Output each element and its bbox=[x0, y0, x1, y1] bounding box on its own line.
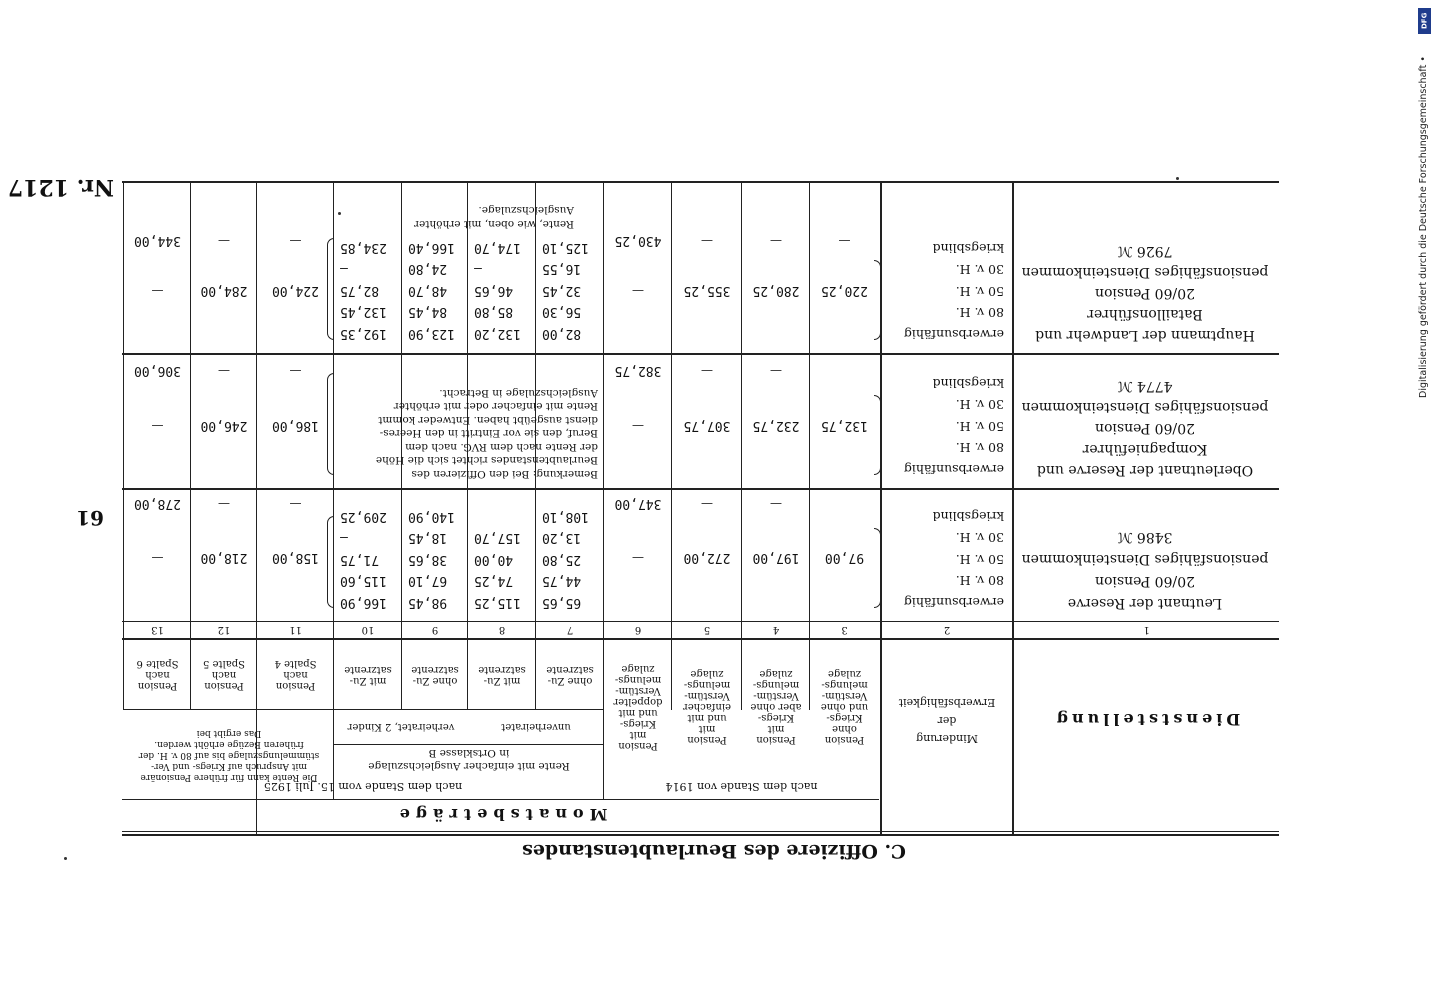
row1-erwerbs-4: kriegsblind bbox=[932, 508, 1004, 524]
header-stand-1914: nach dem Stande von 1914 bbox=[665, 780, 818, 794]
row3-col5: 355,25 bbox=[683, 283, 731, 299]
row1-col10 bbox=[340, 505, 402, 613]
row3-col10-v3: — bbox=[340, 261, 348, 277]
row3-col10-v4: 234,85 bbox=[340, 239, 387, 255]
row3-col7-v1: 56,30 bbox=[542, 304, 582, 320]
colnum-4: 4 bbox=[772, 624, 780, 636]
row2-erwerbs-2: 50 v. H. bbox=[955, 418, 1004, 434]
header-col-4: Pension mit Kriegs- aber ohne Verstüm- melungs- zulage bbox=[750, 668, 802, 746]
row3-erwerbs-3: 30 v. H. bbox=[955, 262, 1004, 278]
row1-dash-col11: — bbox=[289, 497, 302, 512]
colnum-12: 12 bbox=[217, 624, 231, 636]
row1-col8-v2: 40,00 bbox=[474, 551, 514, 567]
colnum-5: 5 bbox=[703, 624, 711, 636]
header-verheiratet: verheiratet, 2 Kinder bbox=[347, 721, 455, 733]
row2-erwerbs-4: kriegsblind bbox=[932, 375, 1004, 391]
digitization-note bbox=[1417, 8, 1431, 408]
colnum-11: 11 bbox=[289, 624, 302, 636]
row1-col9-v0: 98,45 bbox=[408, 595, 448, 610]
row1-col7-v4: 108,10 bbox=[542, 508, 589, 524]
colnum-8: 8 bbox=[498, 624, 506, 636]
row2-col12: 246,00 bbox=[200, 418, 248, 434]
row3-col3: 220,25 bbox=[821, 283, 868, 299]
row1-col11: 158,00 bbox=[272, 550, 319, 566]
section-title: C. Offiziere des Beurlaubtenstandes bbox=[522, 840, 906, 862]
row1-dash-col5: — bbox=[701, 497, 713, 512]
row2-dash-col4: — bbox=[770, 364, 782, 379]
header-dienststellung: Dienststellung bbox=[1052, 710, 1241, 730]
header-col-5: Pension mit und mit einfacher Verstüm- melungs- zulage bbox=[683, 668, 731, 746]
row2-erwerbs-0: erwerbsunfähig bbox=[903, 462, 1004, 477]
row1-col10-v2: 71,75 bbox=[340, 551, 380, 567]
row1-erwerbs-2: 50 v. H. bbox=[955, 551, 1004, 567]
row2-col4: 232,75 bbox=[752, 418, 800, 434]
header-col-10: mit Zu- satzrente bbox=[344, 664, 392, 686]
row2-erwerbs-1: 80 v. H. bbox=[955, 440, 1004, 456]
digitization-note-text: Digitalisierung gefördert durch die Deutsche Forschungsgemeinschaft • bbox=[1418, 56, 1429, 398]
row3-col11: 224,00 bbox=[272, 283, 319, 299]
row2-col3: 132,75 bbox=[821, 418, 868, 434]
row3-dash-col11: — bbox=[289, 234, 302, 249]
row1-erwerbs-0: erwerbsunfähig bbox=[903, 595, 1004, 610]
row1-col9-v4: 140,90 bbox=[408, 508, 455, 524]
header-col-6: Pension mit Kriegs- und mit doppelter Verstüm- melungs- zulage bbox=[613, 663, 663, 751]
row2-col6: 382,75 bbox=[614, 363, 662, 379]
header-col-11: Pension nach Spalte 4 bbox=[274, 658, 317, 692]
row1-col10-v0: 166,90 bbox=[340, 595, 387, 610]
header-spalte-note: Die Rente kann für frühere Pensionäre mit Anspruch auf Kriegs- und Ver- stümmelungszulage bis auf 80 v. H. der früheren Bezüge erhöht werden. Das ergibt bei bbox=[138, 728, 320, 783]
table-bottom-rule bbox=[122, 181, 1279, 183]
table-top-rule bbox=[122, 834, 1279, 836]
row3-col8-v4: 174,70 bbox=[474, 239, 521, 255]
row1-col8-v0: 115,25 bbox=[474, 595, 521, 610]
row1-col9-v2: 38,65 bbox=[408, 551, 448, 567]
row3-dash-col5: — bbox=[701, 234, 713, 249]
row3-col9-v1: 84,45 bbox=[408, 304, 448, 320]
table-top-rule-2 bbox=[122, 831, 1279, 832]
row2-dash-col12: — bbox=[218, 364, 230, 379]
row2-remark: Bemerkung: Bei den Offizieren des Beurlaubtenstandes richtet sich die Höhe der Rente nach dem RVG. nach dem Beruf, den sie vor Eintritt in den Heeres- dienst ausgeübt haben. Entweder kommt Rente mit einfacher oder mit erhöhter Ausgleichszulage in Betracht. bbox=[375, 387, 598, 480]
row1-dash-col12: — bbox=[218, 497, 230, 512]
row3-col9-v2: 48,70 bbox=[408, 282, 448, 298]
row1-col3: 97,00 bbox=[824, 550, 865, 566]
row3-col6: 430,25 bbox=[614, 233, 662, 249]
row3-dash-col13: — bbox=[151, 284, 164, 299]
row2-brace-left bbox=[874, 395, 881, 475]
row3-col10-v2: 82,75 bbox=[340, 282, 380, 298]
header-col-9: ohne Zu- satzrente bbox=[411, 664, 459, 686]
row3-dash-col3: — bbox=[838, 234, 851, 249]
colnum-9: 9 bbox=[431, 624, 439, 636]
colnum-13: 13 bbox=[151, 624, 164, 636]
scan-speck bbox=[338, 212, 341, 215]
dfg-logo-badge: DFG bbox=[1418, 8, 1431, 34]
row1-col7 bbox=[542, 505, 604, 613]
row1-col7-v2: 25,80 bbox=[542, 551, 582, 567]
row3-erwerbs-1: 80 v. H. bbox=[955, 305, 1004, 321]
row2-col13: 306,00 bbox=[134, 363, 181, 379]
row3-col10 bbox=[340, 236, 402, 344]
row1-col9 bbox=[408, 505, 468, 613]
row1-dash-col13: — bbox=[151, 551, 164, 566]
row3-col7-v4: 125,10 bbox=[542, 239, 589, 255]
row3-remark: Rente, wie oben, mit erhöhter Ausgleichszulage. bbox=[414, 204, 574, 230]
row3-label: Hauptmann der Landwehr und Bataillonsführer 20/60 Pension pensionsfähiges Diensteinkommen 7926 ℳ bbox=[1021, 243, 1269, 343]
row3-col7-v0: 82,00 bbox=[542, 326, 582, 341]
row3-col10-v0: 192,35 bbox=[340, 326, 387, 341]
row2-erwerbs-labels bbox=[884, 360, 1004, 480]
row1-erwerbs-3: 30 v. H. bbox=[955, 530, 1004, 546]
row3-col7-v2: 32,45 bbox=[542, 282, 582, 298]
row2-col5: 307,75 bbox=[683, 418, 731, 434]
row3-col7-v3: 16,55 bbox=[542, 261, 582, 277]
row2-dash-col13: — bbox=[151, 419, 164, 434]
row3-col9-v4: 166,40 bbox=[408, 239, 455, 255]
row3-col7 bbox=[542, 236, 604, 344]
header-col-13: Pension nach Spalte 6 bbox=[136, 658, 179, 692]
header-col-12: Pension nach Spalte 5 bbox=[203, 658, 245, 692]
row3-erwerbs-2: 50 v. H. bbox=[955, 283, 1004, 299]
row3-dash-col4: — bbox=[770, 234, 782, 249]
row3-dash-col12: — bbox=[218, 234, 230, 249]
row1-col4: 197,00 bbox=[752, 550, 800, 566]
colnum-1: 1 bbox=[1143, 624, 1150, 636]
row1-col10-v3: — bbox=[340, 530, 348, 546]
row1-col10-v1: 115,60 bbox=[340, 573, 387, 589]
header-monatsbetraege: Monatsbeträge bbox=[393, 805, 608, 825]
row3-col9-v0: 123,90 bbox=[408, 326, 455, 341]
row2-dash-col11: — bbox=[289, 364, 302, 379]
header-col-7: ohne Zu- satzrente bbox=[546, 664, 594, 686]
row1-brace-left bbox=[874, 528, 881, 608]
header-unverheiratet: unverheiratet bbox=[501, 721, 571, 733]
row2-dash-col5: — bbox=[701, 364, 713, 379]
row1-col9-v1: 67,10 bbox=[408, 573, 448, 589]
row3-col4: 280,25 bbox=[752, 283, 800, 299]
row-sep-row1 bbox=[122, 488, 1279, 490]
row3-erwerbs-4: kriegsblind bbox=[932, 240, 1004, 256]
row1-dash-col6: — bbox=[632, 551, 644, 566]
row1-col8-v1: 74,25 bbox=[474, 573, 514, 589]
row1-col8 bbox=[474, 527, 536, 613]
row1-col7-v3: 13,20 bbox=[542, 530, 582, 546]
header-stand-1925: nach dem Stande vom 15. Juli 1925 bbox=[263, 780, 463, 794]
row1-col12: 218,00 bbox=[200, 550, 248, 566]
header-col-3: Pension ohne Kriegs- und ohne Verstüm- melungs- zulage bbox=[820, 668, 869, 746]
row1-erwerbs-1: 80 v. H. bbox=[955, 573, 1004, 589]
row3-col8-v3: — bbox=[474, 261, 482, 277]
row1-col5: 272,00 bbox=[683, 550, 731, 566]
colnum-6: 6 bbox=[634, 624, 642, 636]
row2-col11: 186,00 bbox=[272, 418, 319, 434]
row1-col6: 347,00 bbox=[614, 496, 662, 512]
row3-col8-v2: 46,65 bbox=[474, 282, 514, 298]
row1-col7-v0: 65,65 bbox=[542, 595, 582, 610]
row1-erwerbs-labels bbox=[884, 493, 1004, 613]
row1-col8-v4: 157,70 bbox=[474, 530, 521, 546]
header-col-8: mit Zu- satzrente bbox=[478, 664, 526, 686]
colnum-2: 2 bbox=[943, 624, 951, 636]
row3-col8-v1: 85,80 bbox=[474, 304, 514, 320]
row3-col13: 344,00 bbox=[134, 233, 181, 249]
row1-col7-v1: 44,75 bbox=[542, 573, 582, 589]
row1-col9-v3: 18,45 bbox=[408, 530, 448, 546]
scan-speck bbox=[1176, 177, 1179, 180]
colnum-3: 3 bbox=[841, 624, 848, 636]
row3-brace-left bbox=[874, 260, 881, 340]
row1-col13: 278,00 bbox=[134, 496, 181, 512]
row3-col9 bbox=[408, 236, 468, 344]
row2-erwerbs-3: 30 v. H. bbox=[955, 397, 1004, 413]
page-number: 61 bbox=[76, 506, 104, 530]
row1-col10-v4: 209,25 bbox=[340, 508, 387, 524]
colnum-10: 10 bbox=[361, 624, 375, 636]
row1-dash-col4: — bbox=[770, 497, 782, 512]
row3-col10-v1: 132,45 bbox=[340, 304, 387, 320]
scan-speck bbox=[64, 857, 67, 860]
header-rente-ausgleich: Rente mit einfacher Ausgleichszulage in Ortsklasse B bbox=[368, 747, 570, 772]
row3-col8-v0: 132,20 bbox=[474, 326, 521, 341]
row3-dash-col6: — bbox=[632, 284, 644, 299]
row3-erwerbs-0: erwerbsunfähig bbox=[903, 327, 1004, 342]
row-sep-row2 bbox=[122, 353, 1279, 355]
row2-label: Oberleutnant der Reserve und Kompagnieführer 20/60 Pension pensionsfähiges Diensteinkommen 4774 ℳ bbox=[1021, 378, 1269, 478]
row3-col12: 284,00 bbox=[200, 283, 248, 299]
header-minderung: Minderung der Erwerbsfähigkeit bbox=[898, 696, 996, 745]
page-header-number: Nr. 1217 bbox=[7, 174, 114, 200]
colnum-7: 7 bbox=[566, 624, 574, 636]
row3-col8 bbox=[474, 236, 536, 344]
row3-col9-v3: 24,80 bbox=[408, 261, 448, 277]
row1-label: Leutnant der Reserve 20/60 Pension pensionsfähiges Diensteinkommen 3486 ℳ bbox=[1021, 529, 1269, 611]
row2-dash-col6: — bbox=[632, 419, 644, 434]
row3-erwerbs-labels bbox=[884, 225, 1004, 345]
